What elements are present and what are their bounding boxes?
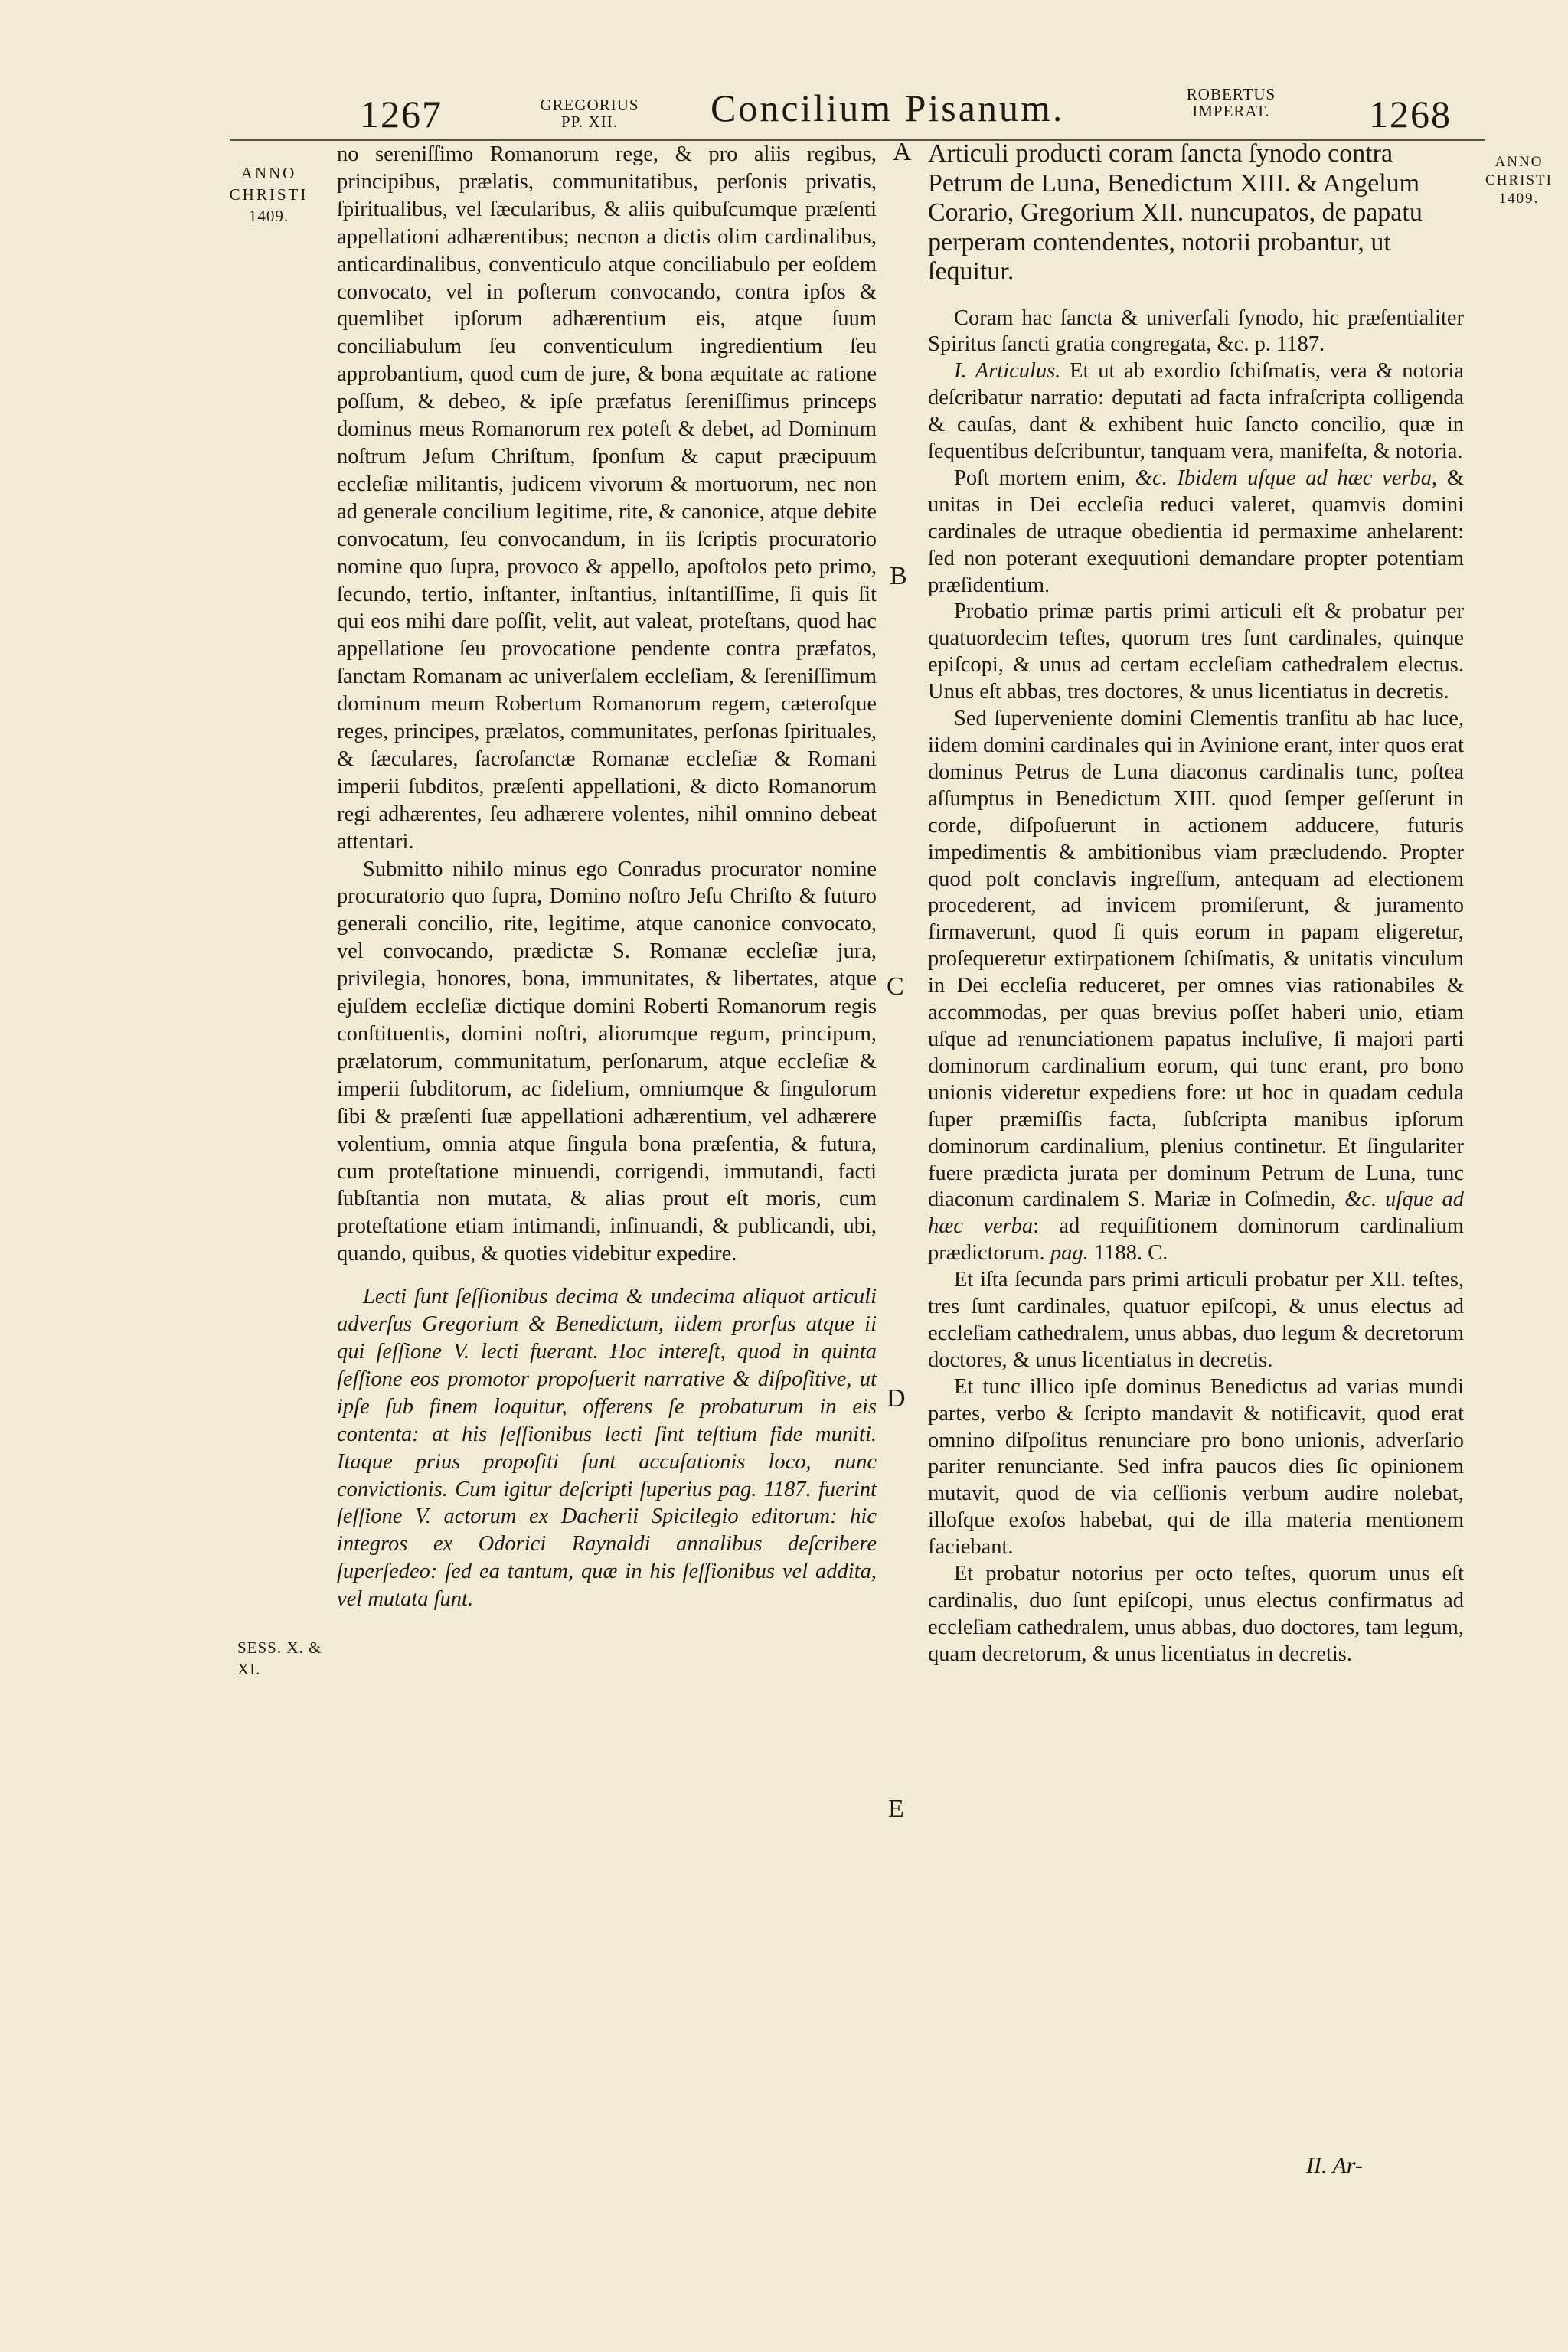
right-para-2-text: Et ut ab exordio ſchiſmatis, vera & notoria deſcribatur narratio: deputati ad facta infraſcripta colligenda & cauſas, dant & exhibent huic ſancto concilio, quæ in ſequentibus deſcribuntur, tanquam vera, manifeſta, & notoria. (928, 359, 1465, 464)
right-year-note (1473, 153, 1565, 208)
right-para-6: Et iſta ſecunda pars primi articuli probatur per XII. teſtes, tres ſunt cardinales, quatuor epiſcopi, & unus electus ad eccleſiam cathedralem, unus abbas, duo legum & decretorum doctores, & unus licentiatus in decretis. (928, 1268, 1464, 1372)
right-page-number: 1268 (1369, 93, 1452, 136)
right-column (928, 139, 1464, 1668)
right-para-7: Et tunc illico ipſe dominus Benedictus ad varias mundi partes, verbo & ſcripto mandavit & notificavit, quod erat omnino diſpoſitus renunciare pro bono unionis, adverſario pariter renunciante. Sed infra paucos dies ſic opinionem mutavit, quod de via ceſſionis verbum audire nolebat, illoſque exoſos habebat, qui de illa materia mentionem faciebant. (928, 1374, 1464, 1560)
right-para-4: Probatio primæ partis primi articuli eſt & probatur per quatuordecim teſtes, quorum tres ſunt cardinales, quinque epiſcopi, & unus ad certam eccleſiam cathedralem electus. Unus eſt abbas, tres doctores, & unus licentiatus in decretis. (928, 599, 1464, 704)
catchword: II. Ar- (1306, 2153, 1363, 2178)
session-label-cont: XI. (237, 1660, 261, 1678)
right-para-3-italic: &c. Ibidem uſque ad hæc verba (1135, 466, 1432, 490)
right-para-3 (928, 466, 1464, 599)
right-para-5-pag: pag. (1050, 1241, 1089, 1266)
left-para-2: Submitto nihilo minus ego Conradus procurator nomine procuratorio quo ſupra, Domino noſtro Jeſu Chriſto & futuro generali concilio, rite, legitime, atque canonice convocato, vel convocando, prædictæ S. Romanæ eccleſiæ jura, privilegia, honores, bona, immunitates, & libertates, atque ejuſdem eccleſiæ dictique domini Roberti Romanorum regis conſtituentis, domini noſtri, aliorumque regum, principum, prælatorum, communitatum, perſonarum, atque eccleſiæ & imperii ſubditorum, ac fidelium, omniumque & ſingulorum ſibi & præſenti ſuæ appellationi adhærentium, vel adhærere volentium, omnia atque ſingula bona præſentia, & futura, cum proteſtatione minuendi, corrigendi, immutandi, facti ſubſtantia non mutata, & alias prout eſt moris, cum proteſtatione etiam intimandi, inſinuandi, & publicandi, ubi, quando, quibus, & quoties videbitur expedire. (337, 857, 877, 1266)
left-running-head (528, 96, 651, 130)
christi-label-right: CHRISTI (1485, 172, 1553, 188)
right-para-2 (928, 358, 1464, 466)
section-letter-a: A (893, 138, 912, 166)
right-para-8: Et probatur notorius per octo teſtes, quorum unus eſt cardinalis, duo ſunt epiſcopi, unus electus confirmatus ad eccleſiam cathedralem, unus abbas, duo doctores, tam legum, quam decretorum, & unus licentiatus in decretis. (928, 1562, 1464, 1666)
right-para-5 (928, 706, 1464, 1267)
right-para-3-b: , & unitas in Dei eccleſia reduci valeret, quamvis domini cardinales de utraque obedientia id permaxime anhelarent: ſed non poterant exequutioni demandare propter potentiam præſidentium. (928, 466, 1464, 597)
right-running-head (1170, 86, 1292, 119)
running-head-pope-sub: PP. XII. (561, 113, 618, 131)
year-label: 1409. (248, 207, 289, 225)
christi-label: CHRISTI (229, 185, 309, 204)
session-note (237, 1637, 345, 1680)
year-label-right: 1409. (1498, 191, 1540, 207)
right-para-5-c: 1188. C. (1093, 1241, 1168, 1266)
right-para-3-a: Poſt mortem enim, (954, 466, 1126, 490)
section-letter-e: E (888, 1795, 904, 1823)
right-para-5-italic: &c. uſque ad hæc verba (928, 1187, 1465, 1239)
running-head-pope: GREGORIUS (540, 96, 639, 114)
running-head-emperor-sub: IMPERAT. (1192, 102, 1270, 120)
right-para-5-b: : ad requiſitionem dominorum cardinalium prædictorum. (928, 1214, 1464, 1266)
section-letter-c: C (887, 972, 904, 1001)
left-para-3-editorial-note: Lecti ſunt ſeſſionibus decima & undecima aliquot articuli adverſus Gregorium & Benedictum, iidem prorſus atque ii qui ſeſſione V. lecti fuerant. Hoc intereſt, quod in quinta ſeſſione eos promotor propoſuerit narrative & diſpoſitive, ut ipſe ſub finem loquitur, offerens ſe probaturum in eis contenta: at his ſeſſionibus lecti ſint teſtium fide muniti. Itaque prius propoſiti ſunt accuſationis loco, nunc convictionis. Cum igitur deſcripti ſuperius pag. 1187. fuerint ſeſſione V. actorum ex Dacherii Spicilegio editorum: hic integros ex Odorici Raynaldi annalibus deſcribere ſuperſedeo: ſed ea tantum, quæ in his ſeſſionibus vel addita, vel mutata ſunt. (337, 1285, 877, 1612)
section-letter-b: B (890, 562, 907, 590)
session-label: SESS. X. & (237, 1638, 322, 1657)
running-head-emperor: ROBERTUS (1186, 85, 1276, 103)
right-heading: Articuli producti coram ſancta ſynodo contra Petrum de Luna, Benedictum XIII. & Angelum Corario, Gregorium XII. nuncupatos, de papatu perperam contendentes, notorii probantur, ut ſequitur. (928, 139, 1423, 286)
right-para-5-a: Sed ſuperveniente domini Clementis tranſitu ab hac luce, iidem domini cardinales qui in Avinione erant, inter quos erat dominus Petrus de Luna diaconus cardinalis tunc, poſtea aſſumptus in Benedictum XIII. quod ſemper geſſerunt in corde, diſpoſuerunt in actionem adducere, futuris impedimentis & ambitionibus viam præcludendo. Propter quod poſt conclavis ingreſſum, antequam ad electionem procederent, ad invicem promiſerunt, & juramento firmaverunt, quod ſi quis eorum in papam eligeretur, proſequeretur extirpationem ſchiſmatis, & unitatis vinculum in Dei eccleſia reduceret, per omnes vias rationabiles & accommodas, per quas brevius poſſet haberi unio, etiam uſque ad renunciationem papatus incluſive, ſi majori parti dominorum cardinalium eorum, qui tunc erant, pro bono unionis videretur expediens fore: ut hoc in quadam cedula ſuper præmiſſis facta, ſubſcripta manibus ipſorum dominorum cardinalium, plenius continetur. Et ſingulariter fuere prædicta jurata per dominum Petrum de Luna, tunc diaconum cardinalem S. Mariæ in Coſmedin, (928, 707, 1464, 1212)
left-para-1: no sereniſſimo Romanorum rege, & pro aliis regibus, principibus, prælatis, communitatibus, perſonis privatis, ſpiritualibus, vel ſæcularibus, & aliis quibuſcumque præſenti appellationi adhærentibus; necnon a dictis olim cardinalibus, anticardinalibus, conventiculo atque conciliabulo per eoſdem convocato, vel in poſterum convocando, contra ipſos & quemlibet ipſorum adhærentium eis, atque ſuum conciliabulum ſeu conventiculum ingredientium ſeu approbantium, quod cum de jure, & bona æquitate ac ratione poſſum, & debeo, & ipſe præfatus ſereniſſimus princeps dominus meus Romanorum rex poteſt & debet, ad Dominum noſtrum Jeſum Chriſtum, ſponſum & caput præcipuum eccleſiæ militantis, judicem vivorum & mortuorum, nec non ad generale concilium legitime, rite, & canonice, atque debite convocatum, ſeu convocandum, in iis ſcriptis procuratorio nomine quo ſupra, provoco & appello, apoſtolos peto primo, ſecundo, tertio, inſtanter, inſtantius, inſtantiſſime, ſi quis ſit qui eos mihi dare poſſit, velit, aut valeat, proteſtans, quod hac appellatione ſeu provocatione pendente contra præfatos, ſanctam Romanam ac univerſalem eccleſiam, & ſereniſſimum dominum meum Robertum Romanorum regem, cæteroſque reges, principes, prælatos, communitates, perſonas ſpirituales, & ſæculares, ſacroſanctæ Romanæ eccleſiæ & Romani imperii ſubditos, præſenti appellationi, & dicto Romanorum regi adhærentes, ſeu adhærere volentes, nihil omnino debeat attentari. (337, 142, 877, 854)
anno-label-right: ANNO (1494, 154, 1544, 170)
left-column (337, 141, 877, 1613)
article-label: I. Articulus. (954, 359, 1061, 384)
left-year-note (219, 162, 318, 227)
section-letter-d: D (887, 1384, 906, 1413)
anno-label: ANNO (240, 164, 297, 182)
right-para-1: Coram hac ſancta & univerſali ſynodo, hic præſentialiter Spiritus ſancti gratia congregata, &c. p. 1187. (928, 305, 1464, 357)
left-page-number: 1267 (360, 93, 443, 136)
page-title: Concilium Pisanum. (710, 87, 1065, 129)
